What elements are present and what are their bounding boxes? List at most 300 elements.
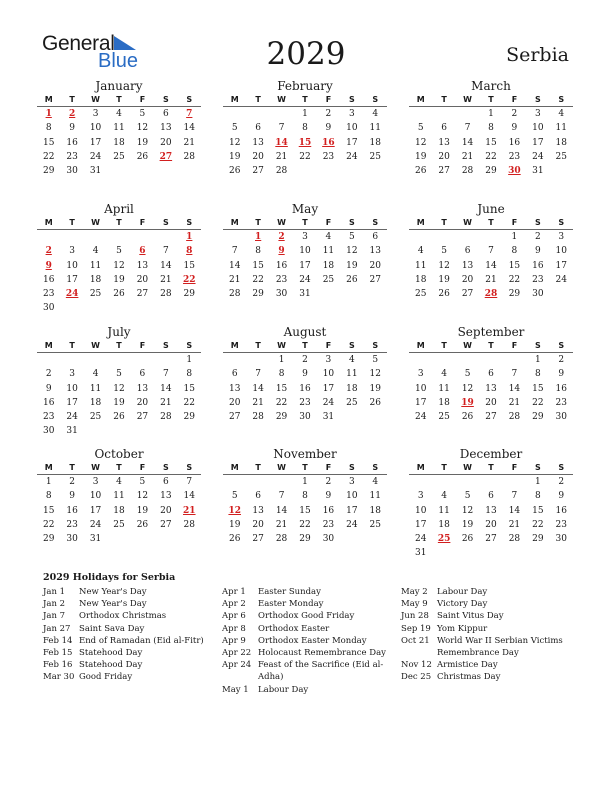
holiday-row xyxy=(222,647,397,659)
day-cell: 8 xyxy=(488,123,494,134)
day-cell: 28 xyxy=(275,534,288,545)
weekday-label: W xyxy=(277,341,286,350)
holiday-row xyxy=(222,659,397,683)
holiday-row-name: Christmas Day xyxy=(437,672,501,683)
holiday-row-name: World War II Serbian Victims Remembrance Day xyxy=(437,635,563,659)
day-grid xyxy=(37,353,201,439)
day-cell: 12 xyxy=(136,491,149,502)
day-cell: 21 xyxy=(508,397,521,408)
weekday-label: M xyxy=(230,95,239,104)
day-cell: 15 xyxy=(532,383,544,394)
empty-cell xyxy=(432,230,455,244)
day-cell: 3 xyxy=(302,232,308,242)
weekday-label: S xyxy=(186,341,193,350)
day-cell: 11 xyxy=(414,260,427,271)
day-cell: 26 xyxy=(369,397,381,408)
day-cell: 11 xyxy=(438,383,450,394)
day-cell: 29 xyxy=(508,289,521,300)
day-cell: 4 xyxy=(417,246,424,257)
day-cell: 24 xyxy=(66,412,78,423)
empty-cell xyxy=(154,353,177,367)
day-cell: 27 xyxy=(228,412,241,423)
day-cell: 15 xyxy=(275,383,288,394)
day-cell: 9 xyxy=(69,123,75,134)
weekday-label: W xyxy=(277,463,286,472)
day-cell: 23 xyxy=(508,151,521,162)
weekday-label: S xyxy=(348,218,355,227)
day-cell: 22 xyxy=(532,519,544,530)
empty-cell xyxy=(409,107,432,121)
day-cell: 8 xyxy=(186,369,193,380)
day-cell: 22 xyxy=(299,151,311,162)
weekday-label: T xyxy=(69,218,75,227)
day-cell: 8 xyxy=(534,369,541,380)
weekday-label: T xyxy=(488,463,494,472)
weekday-label: T xyxy=(302,218,308,227)
day-cell: 21 xyxy=(461,151,474,162)
day-cell: 12 xyxy=(414,137,427,148)
empty-cell xyxy=(479,475,502,489)
day-cell: 10 xyxy=(414,383,427,394)
weekday-label: S xyxy=(558,463,565,472)
day-cell: 7 xyxy=(231,246,238,257)
day-cell: 24 xyxy=(346,151,358,162)
day-cell: 17 xyxy=(532,137,544,148)
empty-cell xyxy=(107,230,130,244)
day-cell: 26 xyxy=(461,534,474,545)
empty-cell xyxy=(456,475,479,489)
day-cell: 5 xyxy=(464,491,471,502)
day-cell: 11 xyxy=(438,505,450,516)
day-cell: 5 xyxy=(231,491,238,502)
day-cell: 20 xyxy=(485,519,497,530)
holiday-row-date: Feb 14 xyxy=(43,635,73,646)
day-cell: 28 xyxy=(228,289,241,300)
day-cell: 2 xyxy=(534,232,541,242)
day-cell: 4 xyxy=(348,355,355,365)
day-cell: 2 xyxy=(69,477,75,487)
holiday-row xyxy=(43,586,213,598)
day-cell: 1 xyxy=(534,477,541,487)
day-cell: 17 xyxy=(346,137,358,148)
day-cell: 31 xyxy=(322,412,335,423)
holiday-row-name: Labour Day xyxy=(258,684,309,695)
weekday-header xyxy=(37,217,201,229)
weekday-label: T xyxy=(488,218,494,227)
day-cell: 6 xyxy=(139,369,146,380)
day-cell: 19 xyxy=(438,274,450,285)
day-cell: 26 xyxy=(414,166,427,177)
day-cell: 17 xyxy=(555,260,567,271)
holiday-row-name: Easter Sunday xyxy=(258,587,321,597)
weekday-label: S xyxy=(162,218,169,227)
day-cell: 27 xyxy=(136,289,149,300)
day-cell: 12 xyxy=(113,383,125,394)
empty-cell xyxy=(223,107,246,121)
day-cell: 30 xyxy=(275,289,288,300)
empty-cell xyxy=(154,230,177,244)
day-cell: 28 xyxy=(183,519,195,530)
day-cell: 4 xyxy=(372,109,379,119)
day-cell: 23 xyxy=(322,519,335,530)
day-cell: 26 xyxy=(113,412,125,423)
day-cell: 21 xyxy=(160,274,172,285)
day-cell: 14 xyxy=(461,137,474,148)
weekday-label: S xyxy=(162,341,169,350)
weekday-label: T xyxy=(302,463,308,472)
day-cell: 22 xyxy=(42,519,55,530)
day-cell: 1 xyxy=(302,109,308,119)
holiday-date: 12 xyxy=(228,505,241,516)
empty-cell xyxy=(246,107,269,121)
weekday-label: M xyxy=(230,463,239,472)
weekday-label: S xyxy=(372,463,379,472)
month-june xyxy=(409,202,573,301)
holiday-column xyxy=(222,586,397,696)
day-cell: 17 xyxy=(89,505,102,516)
day-cell: 25 xyxy=(369,151,381,162)
holiday-date: 7 xyxy=(186,109,193,119)
month-name: July xyxy=(107,325,131,339)
day-cell: 28 xyxy=(508,412,521,423)
weekday-label: M xyxy=(416,341,425,350)
holiday-row-date: Jun 28 xyxy=(401,611,429,622)
empty-cell xyxy=(246,475,269,489)
day-cell: 28 xyxy=(252,412,264,423)
weekday-label: W xyxy=(277,218,286,227)
weekday-label: S xyxy=(372,218,379,227)
day-cell: 22 xyxy=(485,151,497,162)
day-cell: 30 xyxy=(322,534,335,545)
day-cell: 13 xyxy=(485,505,497,516)
month-name: November xyxy=(273,447,337,461)
day-cell: 27 xyxy=(438,166,450,177)
day-cell: 23 xyxy=(299,397,311,408)
day-cell: 5 xyxy=(116,369,122,380)
weekday-label: S xyxy=(348,463,355,472)
day-cell: 3 xyxy=(92,477,99,487)
weekday-label: T xyxy=(116,341,122,350)
month-may xyxy=(223,202,387,301)
day-cell: 6 xyxy=(231,369,238,380)
holiday-row-date: Jan 27 xyxy=(43,623,71,634)
month-december xyxy=(409,447,573,561)
month-name: June xyxy=(477,202,505,216)
day-cell: 10 xyxy=(532,123,544,134)
day-cell: 16 xyxy=(66,505,78,516)
holiday-column xyxy=(401,586,571,684)
day-cell: 13 xyxy=(252,505,264,516)
weekday-header xyxy=(409,94,573,106)
logo-text-blue: Blue xyxy=(98,50,139,72)
weekday-label: F xyxy=(511,218,518,227)
day-cell: 23 xyxy=(555,519,567,530)
holiday-date: 25 xyxy=(437,534,451,545)
month-february xyxy=(223,79,387,178)
holiday-row xyxy=(401,598,571,610)
day-cell: 24 xyxy=(532,151,544,162)
day-cell: 8 xyxy=(302,491,308,502)
day-cell: 24 xyxy=(322,397,335,408)
day-cell: 13 xyxy=(461,260,474,271)
holiday-row-name: New Year's Day xyxy=(79,599,147,610)
day-cell: 5 xyxy=(139,477,146,487)
holiday-date: 24 xyxy=(65,289,79,300)
day-cell: 24 xyxy=(414,412,427,423)
day-cell: 30 xyxy=(555,534,567,545)
month-july xyxy=(37,325,201,439)
day-grid xyxy=(37,107,201,178)
day-cell: 8 xyxy=(45,123,52,134)
holiday-row-name: New Year's Day xyxy=(79,587,147,597)
empty-cell xyxy=(432,475,455,489)
day-cell: 31 xyxy=(299,289,311,300)
day-cell: 2 xyxy=(558,355,565,365)
holiday-date: 8 xyxy=(186,246,193,257)
empty-cell xyxy=(270,475,293,489)
month-name: October xyxy=(94,447,144,461)
empty-cell xyxy=(223,230,246,244)
day-cell: 5 xyxy=(464,369,471,380)
weekday-label: S xyxy=(162,463,169,472)
day-cell: 5 xyxy=(441,246,447,257)
day-cell: 30 xyxy=(42,303,55,314)
day-cell: 6 xyxy=(441,123,447,134)
weekday-header xyxy=(37,340,201,352)
day-cell: 13 xyxy=(438,137,450,148)
weekday-label: S xyxy=(534,218,541,227)
weekday-label: M xyxy=(44,341,53,350)
holiday-row-name: Statehood Day xyxy=(79,660,143,671)
day-cell: 3 xyxy=(69,246,75,257)
holidays-title: 2029 Holidays for Serbia xyxy=(43,572,176,583)
day-cell: 19 xyxy=(369,383,381,394)
day-cell: 4 xyxy=(92,246,99,257)
weekday-header xyxy=(223,94,387,106)
day-cell: 6 xyxy=(255,491,261,502)
empty-cell xyxy=(84,353,107,367)
day-cell: 17 xyxy=(89,137,102,148)
day-cell: 14 xyxy=(508,505,521,516)
day-cell: 31 xyxy=(532,166,544,177)
day-cell: 2 xyxy=(558,477,565,487)
day-cell: 3 xyxy=(417,491,424,502)
day-cell: 19 xyxy=(414,151,427,162)
weekday-label: M xyxy=(230,341,239,350)
month-august xyxy=(223,325,387,424)
logo-text-general: General xyxy=(42,32,115,55)
day-cell: 18 xyxy=(113,505,125,516)
holiday-date: 30 xyxy=(508,166,521,177)
holiday-date: 9 xyxy=(45,260,52,271)
day-cell: 9 xyxy=(302,369,308,380)
day-cell: 15 xyxy=(183,260,195,271)
day-cell: 27 xyxy=(252,534,264,545)
weekday-label: T xyxy=(255,341,261,350)
day-cell: 5 xyxy=(417,123,424,134)
day-cell: 16 xyxy=(322,505,335,516)
day-cell: 14 xyxy=(183,491,195,502)
holiday-date: 2 xyxy=(69,109,76,119)
day-cell: 24 xyxy=(89,519,102,530)
day-cell: 10 xyxy=(89,491,102,502)
day-cell: 14 xyxy=(160,260,172,271)
day-cell: 15 xyxy=(299,505,311,516)
empty-cell xyxy=(84,230,107,244)
day-cell: 26 xyxy=(136,519,149,530)
weekday-label: W xyxy=(91,463,100,472)
day-cell: 15 xyxy=(485,137,497,148)
holiday-row xyxy=(222,684,397,696)
weekday-label: T xyxy=(255,463,261,472)
day-cell: 8 xyxy=(302,123,308,134)
weekday-label: M xyxy=(230,218,239,227)
day-cell: 7 xyxy=(511,491,518,502)
day-cell: 13 xyxy=(485,383,497,394)
weekday-label: M xyxy=(44,218,53,227)
day-cell: 25 xyxy=(346,397,358,408)
weekday-label: W xyxy=(463,463,472,472)
holiday-row-date: May 1 xyxy=(222,684,249,695)
weekday-label: S xyxy=(186,218,193,227)
empty-cell xyxy=(479,230,502,244)
weekday-header xyxy=(37,462,201,474)
holiday-row-date: Sep 19 xyxy=(401,623,431,634)
day-grid xyxy=(37,230,201,316)
holiday-date: 19 xyxy=(461,397,474,408)
day-cell: 9 xyxy=(558,491,565,502)
day-cell: 18 xyxy=(438,397,450,408)
day-cell: 8 xyxy=(511,246,518,257)
weekday-label: F xyxy=(511,341,518,350)
day-cell: 15 xyxy=(508,260,521,271)
day-cell: 17 xyxy=(346,505,358,516)
day-cell: 24 xyxy=(555,274,567,285)
day-cell: 10 xyxy=(66,260,78,271)
day-cell: 1 xyxy=(511,232,518,242)
empty-cell xyxy=(479,353,502,367)
weekday-label: F xyxy=(139,463,146,472)
day-cell: 12 xyxy=(228,137,241,148)
weekday-label: M xyxy=(416,218,425,227)
day-cell: 7 xyxy=(278,491,285,502)
day-cell: 25 xyxy=(414,289,427,300)
weekday-label: M xyxy=(44,95,53,104)
day-cell: 20 xyxy=(136,274,149,285)
day-cell: 5 xyxy=(139,109,146,119)
day-cell: 25 xyxy=(113,151,125,162)
empty-cell xyxy=(432,107,455,121)
holiday-row-name: Labour Day xyxy=(437,587,488,597)
weekday-label: W xyxy=(91,95,100,104)
day-cell: 25 xyxy=(438,412,450,423)
day-cell: 20 xyxy=(369,260,381,271)
holiday-row xyxy=(43,610,213,622)
day-cell: 31 xyxy=(89,166,102,177)
day-cell: 27 xyxy=(369,274,381,285)
holiday-row-name: Feast of the Sacrifice (Eid al-Adha) xyxy=(258,660,384,683)
weekday-label: S xyxy=(558,341,565,350)
holiday-row-date: May 2 xyxy=(401,587,428,597)
holiday-row xyxy=(43,623,213,635)
holiday-date: 27 xyxy=(159,151,173,162)
holiday-date: 1 xyxy=(186,232,193,242)
day-cell: 11 xyxy=(89,383,102,394)
day-cell: 29 xyxy=(532,412,544,423)
day-cell: 2 xyxy=(325,477,332,487)
day-cell: 9 xyxy=(558,369,565,380)
month-april xyxy=(37,202,201,316)
day-cell: 8 xyxy=(255,246,261,257)
day-cell: 9 xyxy=(511,123,518,134)
day-cell: 26 xyxy=(136,151,149,162)
day-cell: 27 xyxy=(252,166,264,177)
day-cell: 1 xyxy=(278,355,285,365)
holiday-date: 2 xyxy=(45,246,52,257)
day-cell: 22 xyxy=(508,274,521,285)
day-cell: 3 xyxy=(534,109,541,119)
holiday-date: 2 xyxy=(278,232,285,242)
holiday-column xyxy=(43,586,213,684)
day-cell: 26 xyxy=(228,166,241,177)
weekday-label: T xyxy=(488,341,494,350)
day-cell: 28 xyxy=(508,534,521,545)
day-cell: 30 xyxy=(532,289,544,300)
day-cell: 18 xyxy=(322,260,335,271)
holiday-row-name: Statehood Day xyxy=(79,648,143,659)
month-january xyxy=(37,79,201,178)
day-cell: 16 xyxy=(299,383,311,394)
day-cell: 17 xyxy=(414,397,427,408)
day-cell: 22 xyxy=(183,397,195,408)
month-name: September xyxy=(457,325,525,339)
day-cell: 26 xyxy=(438,289,450,300)
holiday-row xyxy=(43,647,213,659)
day-cell: 13 xyxy=(369,246,381,257)
day-cell: 16 xyxy=(555,505,567,516)
day-cell: 24 xyxy=(89,151,102,162)
day-cell: 13 xyxy=(160,491,172,502)
weekday-label: M xyxy=(416,95,425,104)
holiday-row-name: Orthodox Good Friday xyxy=(258,611,355,622)
holiday-date: 28 xyxy=(484,289,498,300)
weekday-label: T xyxy=(441,218,447,227)
weekday-label: F xyxy=(139,341,146,350)
day-cell: 12 xyxy=(136,123,149,134)
weekday-label: S xyxy=(186,463,193,472)
month-march xyxy=(409,79,573,178)
day-cell: 2 xyxy=(302,355,308,365)
holiday-row-name: Orthodox Easter Monday xyxy=(258,635,367,646)
weekday-label: T xyxy=(302,341,308,350)
empty-cell xyxy=(60,353,83,367)
day-cell: 21 xyxy=(275,519,288,530)
holiday-date: 1 xyxy=(255,232,262,242)
holiday-row xyxy=(43,671,213,683)
day-cell: 30 xyxy=(299,412,311,423)
weekday-label: S xyxy=(534,341,541,350)
holiday-row xyxy=(222,610,397,622)
day-cell: 6 xyxy=(488,369,494,380)
day-cell: 28 xyxy=(160,412,172,423)
day-cell: 15 xyxy=(183,383,195,394)
weekday-label: F xyxy=(325,218,332,227)
day-cell: 10 xyxy=(66,383,78,394)
day-cell: 26 xyxy=(461,412,474,423)
weekday-label: F xyxy=(139,218,146,227)
empty-cell xyxy=(270,107,293,121)
day-cell: 7 xyxy=(186,477,193,487)
